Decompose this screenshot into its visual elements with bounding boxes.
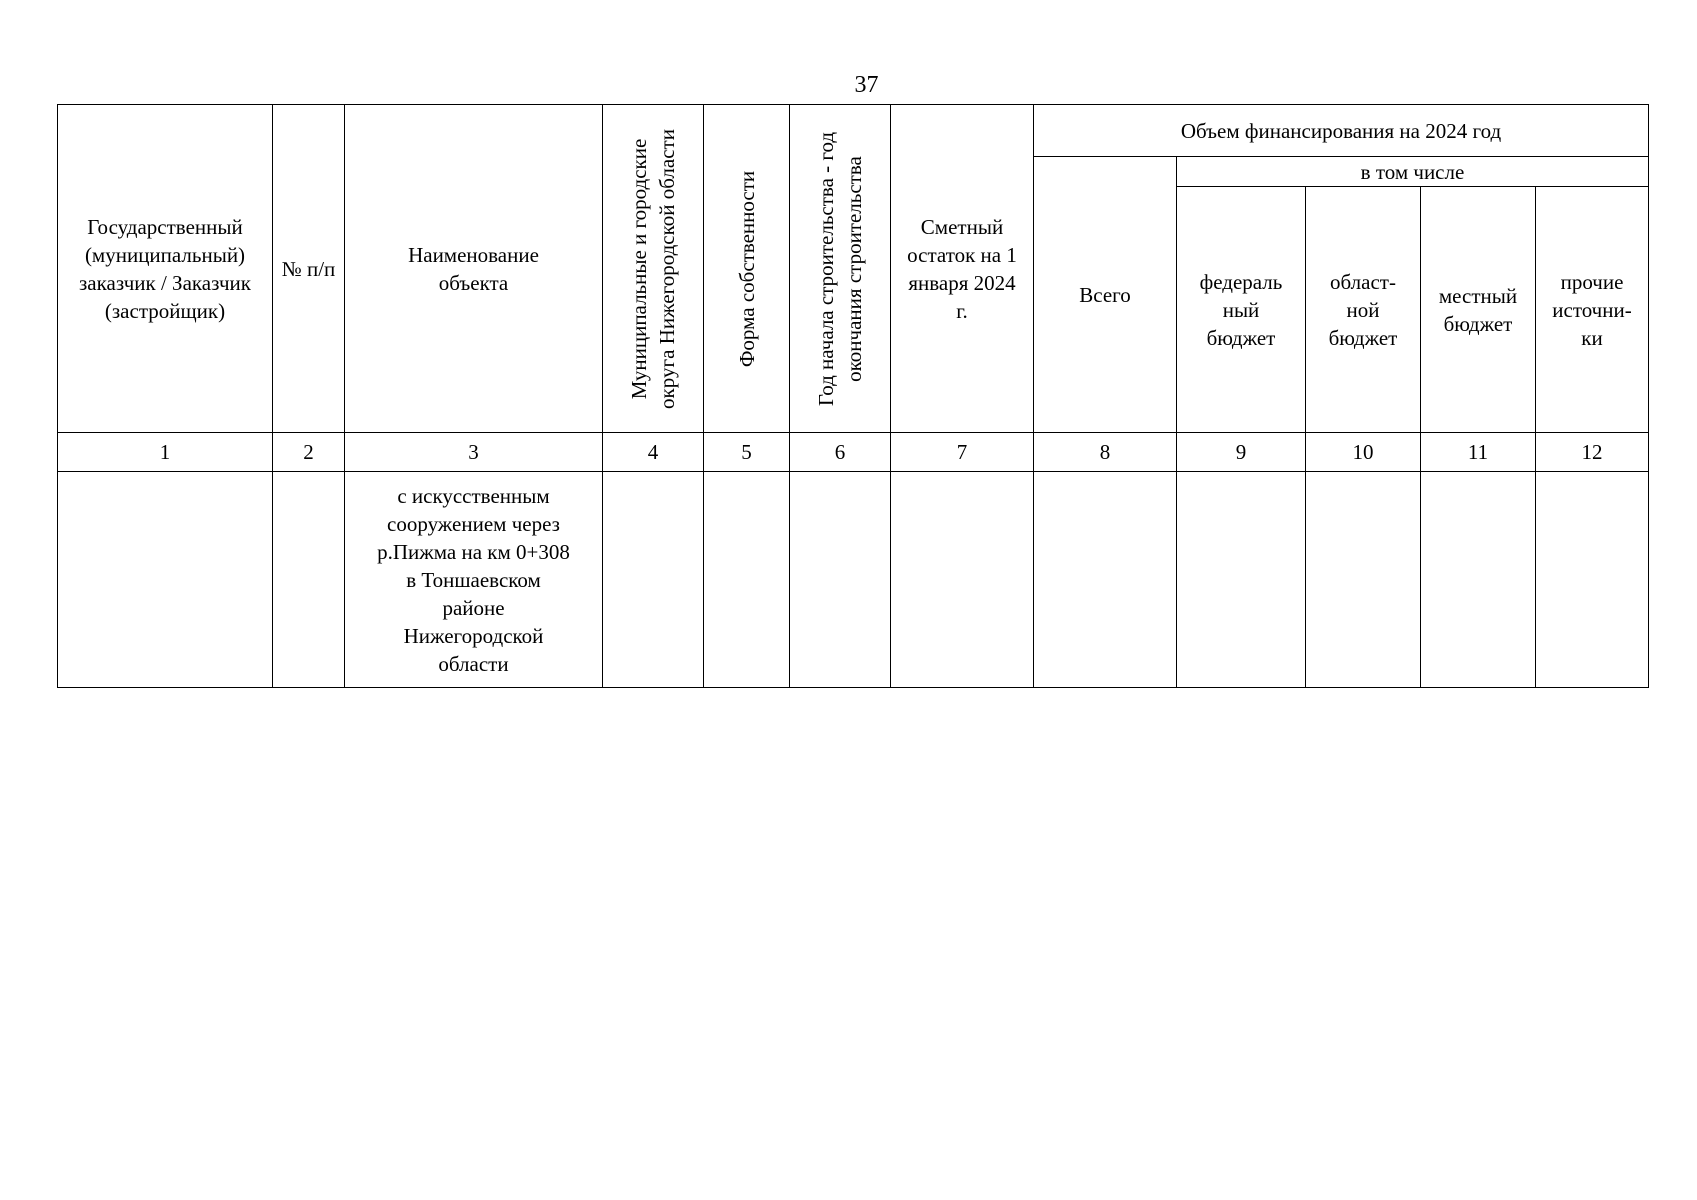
header-federal: федераль ный бюджет	[1177, 187, 1306, 433]
column-number: 12	[1536, 433, 1649, 472]
header-estimate-balance: Сметный остаток на 1 января 2024 г.	[891, 105, 1034, 433]
cell-object-name: с искусственным сооружением через р.Пижма на км 0+308 в Тоншаевском районе Нижегородской области	[345, 472, 603, 688]
column-number: 7	[891, 433, 1034, 472]
header-financing-volume: Объем финансирования на 2024 год	[1034, 105, 1649, 157]
page-number: 37	[854, 72, 879, 98]
header-other: прочие источни- ки	[1536, 187, 1649, 433]
header-local: местный бюджет	[1421, 187, 1536, 433]
header-districts: Муниципальные и городские округа Нижегородской области	[627, 128, 679, 409]
header-districts-cell	[603, 105, 704, 433]
header-object-name: Наименование объекта	[345, 105, 603, 433]
header-number: № п/п	[273, 105, 345, 433]
cell-ownership	[704, 472, 790, 688]
cell-customer	[58, 472, 273, 688]
header-years-cell	[790, 105, 891, 433]
column-number: 11	[1421, 433, 1536, 472]
header-ownership-cell	[704, 105, 790, 433]
header-ownership: Форма собственности	[734, 170, 759, 367]
column-number: 9	[1177, 433, 1306, 472]
column-number: 10	[1306, 433, 1421, 472]
cell-number	[273, 472, 345, 688]
column-numbers-row	[58, 433, 1649, 472]
column-number: 1	[58, 433, 273, 472]
column-number: 5	[704, 433, 790, 472]
header-regional: област- ной бюджет	[1306, 187, 1421, 433]
header-customer: Государственный (муниципальный) заказчик / Заказчик (застройщик)	[58, 105, 273, 433]
cell-other	[1536, 472, 1649, 688]
header-including: в том числе	[1177, 157, 1649, 187]
column-number: 6	[790, 433, 891, 472]
cell-regional	[1306, 472, 1421, 688]
header-years: Год начала строительства - год окончания строительства	[814, 131, 866, 406]
cell-federal	[1177, 472, 1306, 688]
table-row	[58, 472, 1649, 688]
header-total: Всего	[1034, 157, 1177, 433]
column-number: 4	[603, 433, 704, 472]
cell-local	[1421, 472, 1536, 688]
column-number: 2	[273, 433, 345, 472]
column-number: 8	[1034, 433, 1177, 472]
cell-years	[790, 472, 891, 688]
cell-total	[1034, 472, 1177, 688]
cell-estimate-balance	[891, 472, 1034, 688]
cell-districts	[603, 472, 704, 688]
budget-table	[57, 104, 1649, 688]
column-number: 3	[345, 433, 603, 472]
